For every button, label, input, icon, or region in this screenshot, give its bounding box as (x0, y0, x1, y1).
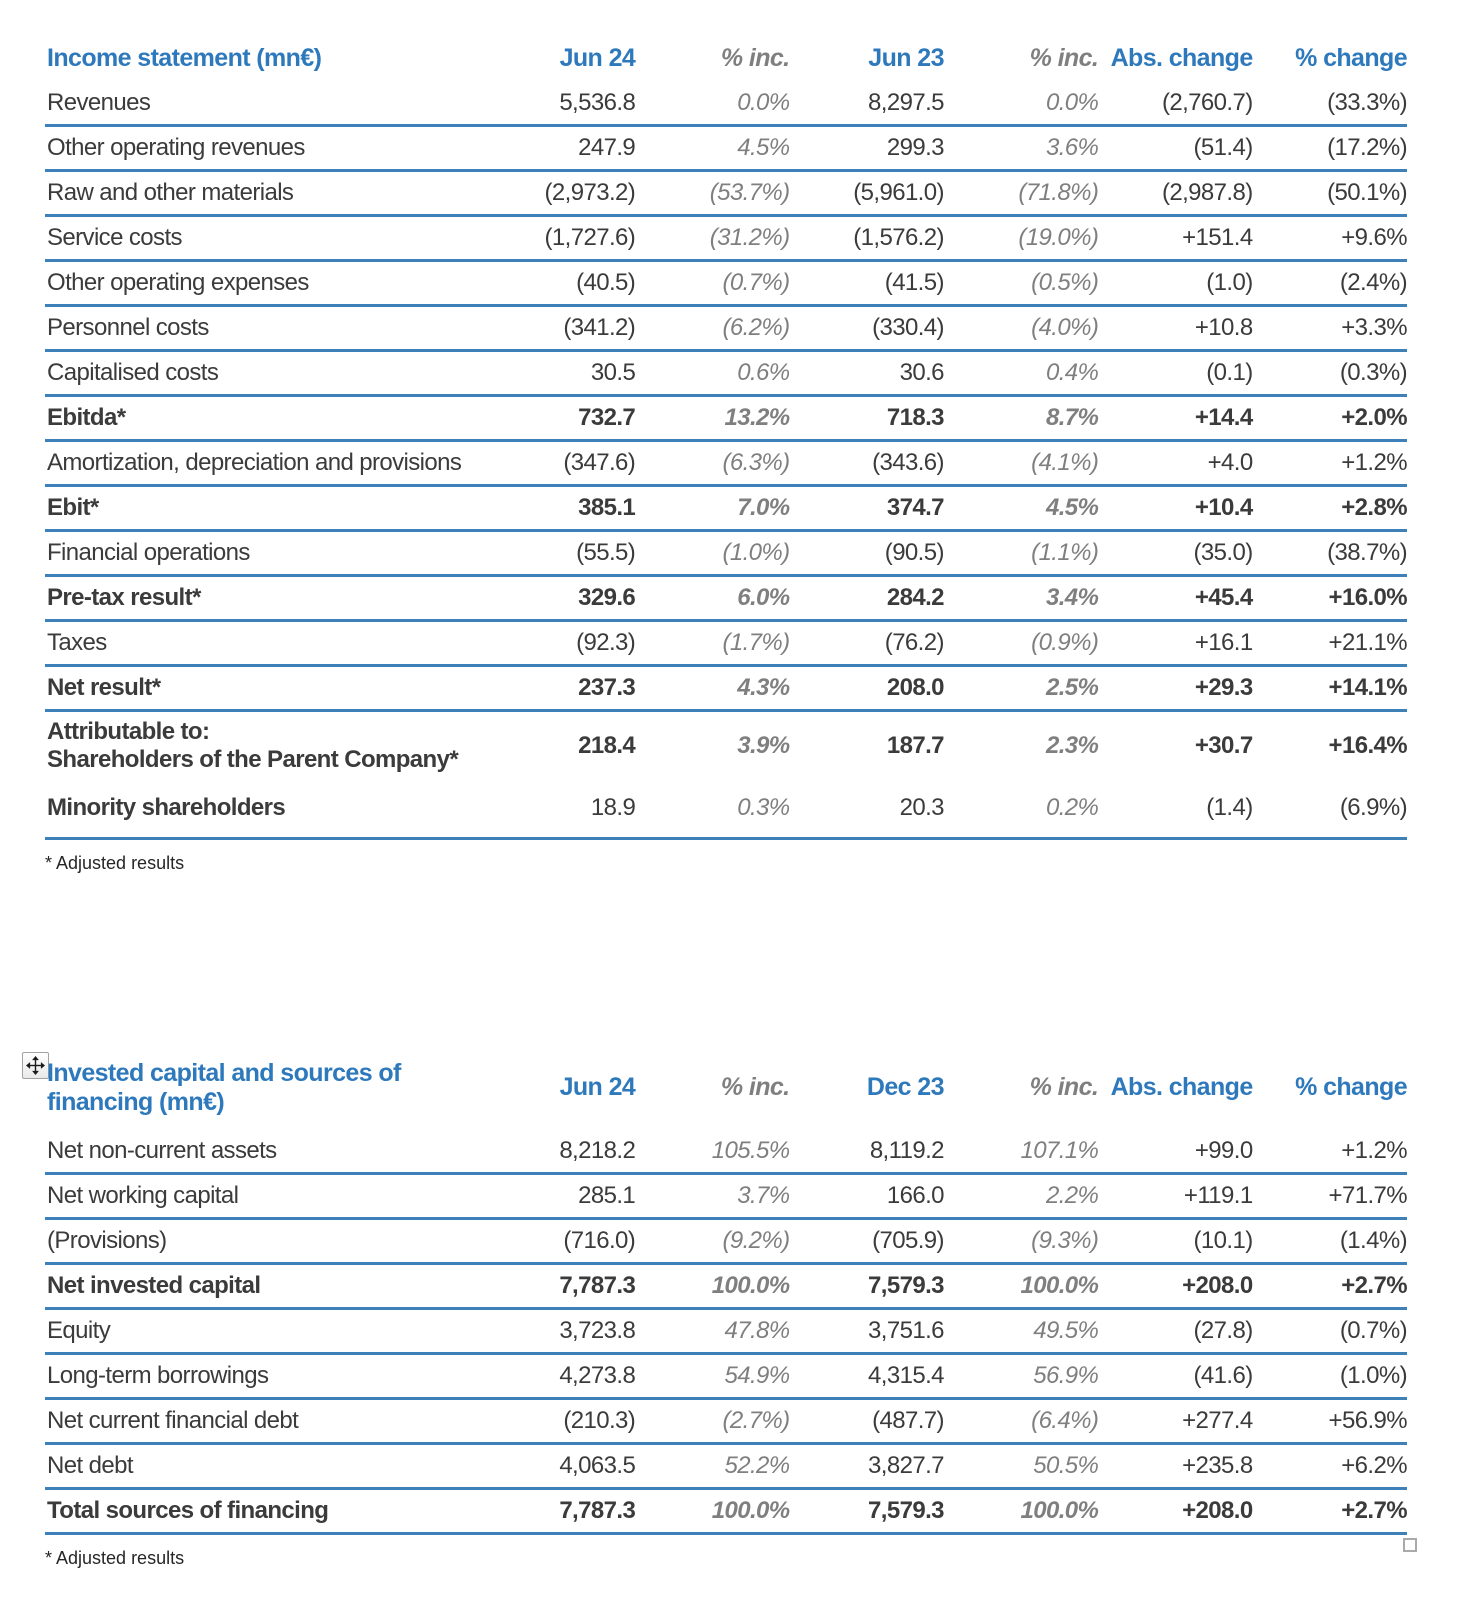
row-label-line: Raw and other materials (47, 178, 294, 206)
cell-value: +21.1% (1328, 628, 1407, 656)
row-label (45, 1182, 481, 1210)
table-row (45, 262, 1407, 307)
cell-value: 4,063.5 (559, 1451, 636, 1479)
cell-value: +16.4% (1328, 731, 1407, 759)
cell-value: (2.4%) (1339, 268, 1407, 296)
cell-value: 30.6 (899, 358, 944, 386)
cell-value: (1.0%) (1339, 1361, 1407, 1389)
row-label (45, 359, 481, 387)
cell-value: (6.2%) (722, 313, 790, 341)
cell-value: 56.9% (1033, 1361, 1099, 1389)
cell-value: (343.6) (872, 448, 944, 476)
row-label (45, 1317, 481, 1345)
cell-value: 374.7 (886, 493, 944, 521)
row-label (45, 404, 481, 432)
row-label (45, 1272, 481, 1300)
cell-value: 4.5% (1045, 493, 1099, 521)
row-label-line: Long-term borrowings (47, 1361, 269, 1389)
cell-value: 3,723.8 (559, 1316, 636, 1344)
cell-value: +277.4 (1182, 1406, 1253, 1434)
cell-value: +3.3% (1341, 313, 1407, 341)
cell-value: (1,727.6) (544, 223, 636, 251)
footnote-adjusted-results: * Adjusted results (45, 1548, 185, 1568)
cell-value: 7,579.3 (868, 1496, 944, 1524)
cell-value: 166.0 (886, 1181, 944, 1209)
cell-value: 0.0% (1045, 88, 1099, 116)
table-row (45, 1490, 1407, 1535)
cell-value: 208.0 (886, 673, 944, 701)
row-label (45, 449, 481, 477)
table-row (45, 532, 1407, 577)
cell-value: 4.3% (737, 673, 790, 701)
column-header: Jun 23 (868, 44, 944, 73)
cell-value: 50.5% (1033, 1451, 1099, 1479)
income-statement-table (45, 36, 1407, 840)
column-header: % change (1295, 44, 1407, 73)
cell-value: 7,787.3 (559, 1496, 636, 1524)
cell-value: (0.1) (1206, 358, 1253, 386)
cell-value: 718.3 (886, 403, 944, 431)
cell-value: +16.0% (1328, 583, 1407, 611)
cell-value: (1.4) (1206, 794, 1253, 822)
table-row (45, 1400, 1407, 1445)
cell-value: +208.0 (1182, 1271, 1253, 1299)
cell-value: (705.9) (872, 1226, 944, 1254)
table-header-row (45, 1046, 1407, 1130)
cell-value: (5,961.0) (853, 178, 944, 206)
cell-value: 100.0% (711, 1271, 790, 1299)
cell-value: (90.5) (884, 538, 944, 566)
row-label (45, 1497, 481, 1525)
table-row (45, 1355, 1407, 1400)
column-header: % inc. (1029, 44, 1099, 73)
cell-value: +2.7% (1341, 1496, 1407, 1524)
row-label (45, 1407, 481, 1435)
cell-value: (55.5) (576, 538, 636, 566)
cell-value: (2,760.7) (1161, 88, 1253, 116)
cell-value: +10.4 (1194, 493, 1253, 521)
income-statement-section (45, 36, 1407, 874)
table-row (45, 1310, 1407, 1355)
cell-value: 732.7 (578, 403, 636, 431)
cell-value: (19.0%) (1018, 223, 1099, 251)
cell-value: 0.2% (1045, 794, 1099, 822)
table-resize-handle[interactable] (1403, 1538, 1417, 1552)
cell-value: (2.7%) (722, 1406, 790, 1434)
row-label-line: (Provisions) (47, 1226, 167, 1254)
row-label (45, 794, 481, 822)
cell-value: 100.0% (711, 1496, 790, 1524)
cell-value: 18.9 (590, 794, 636, 822)
cell-value: 2.5% (1045, 673, 1099, 701)
cell-value: (31.2%) (709, 223, 790, 251)
cell-value: 299.3 (886, 133, 944, 161)
footnote-adjusted-results: * Adjusted results (45, 853, 185, 873)
row-label (45, 314, 481, 342)
cell-value: (1.0%) (722, 538, 790, 566)
cell-value: (92.3) (576, 628, 636, 656)
cell-value: 7,579.3 (868, 1271, 944, 1299)
row-label (45, 1452, 481, 1480)
table-row (45, 667, 1407, 712)
row-label-line: Capitalised costs (47, 358, 219, 386)
table-title (45, 1059, 481, 1118)
cell-value: (1.4%) (1339, 1226, 1407, 1254)
cell-value: +29.3 (1194, 673, 1253, 701)
cell-value: +119.1 (1183, 1181, 1253, 1209)
table-row (45, 172, 1407, 217)
row-label-line: Attributable to: (47, 717, 210, 745)
cell-value: 385.1 (578, 493, 636, 521)
row-label (45, 674, 481, 702)
row-label (45, 269, 481, 297)
row-label (45, 539, 481, 567)
cell-value: 2.2% (1045, 1181, 1099, 1209)
cell-value: 3,751.6 (868, 1316, 944, 1344)
row-label-line: Ebit* (47, 493, 99, 521)
table-row (45, 442, 1407, 487)
column-header: % change (1295, 1073, 1407, 1102)
cell-value: (1,576.2) (853, 223, 944, 251)
table-row (45, 712, 1407, 780)
cell-value: (4.0%) (1031, 313, 1099, 341)
cell-value: (6.9%) (1339, 794, 1407, 822)
row-label (45, 1137, 481, 1165)
row-label-line: Pre-tax result* (47, 583, 201, 611)
cell-value: (0.5%) (1031, 268, 1099, 296)
column-header: Abs. change (1110, 44, 1253, 73)
cell-value: +1.2% (1341, 1136, 1407, 1164)
cell-value: (51.4) (1193, 133, 1253, 161)
cell-value: +2.8% (1341, 493, 1407, 521)
cell-value: +151.4 (1182, 223, 1253, 251)
cell-value: +2.0% (1341, 403, 1407, 431)
cell-value: (10.1) (1193, 1226, 1253, 1254)
cell-value: (6.3%) (722, 448, 790, 476)
cell-value: (716.0) (563, 1226, 636, 1254)
row-label-line: Personnel costs (47, 313, 209, 341)
cell-value: +16.1 (1194, 628, 1253, 656)
cell-value: +10.8 (1194, 313, 1253, 341)
cell-value: +14.1% (1328, 673, 1407, 701)
cell-value: 105.5% (711, 1136, 790, 1164)
table-row (45, 780, 1407, 840)
cell-value: (50.1%) (1327, 178, 1407, 206)
row-label (45, 134, 481, 162)
row-label-line: Net working capital (47, 1181, 239, 1209)
cell-value: 247.9 (578, 133, 636, 161)
cell-value: (330.4) (872, 313, 944, 341)
cell-value: 329.6 (578, 583, 636, 611)
cell-value: 187.7 (886, 731, 944, 759)
cell-value: 49.5% (1033, 1316, 1099, 1344)
cell-value: +30.7 (1194, 731, 1253, 759)
cell-value: (0.7%) (1339, 1316, 1407, 1344)
cell-value: 3.7% (737, 1181, 790, 1209)
cell-value: 107.1% (1020, 1136, 1099, 1164)
cell-value: (347.6) (563, 448, 636, 476)
cell-value: (35.0) (1193, 538, 1253, 566)
column-header: % inc. (1029, 1073, 1099, 1102)
row-label (45, 179, 481, 207)
table-row (45, 397, 1407, 442)
cell-value: 8.7% (1045, 403, 1099, 431)
row-label (45, 224, 481, 252)
table-row (45, 622, 1407, 667)
cell-value: (0.7%) (722, 268, 790, 296)
cell-value: +9.6% (1341, 223, 1407, 251)
cell-value: (0.3%) (1339, 358, 1407, 386)
cell-value: (17.2%) (1327, 133, 1407, 161)
table-row (45, 487, 1407, 532)
cell-value: (487.7) (872, 1406, 944, 1434)
cell-value: 5,536.8 (559, 88, 636, 116)
row-label-line: Revenues (47, 88, 151, 116)
table-row (45, 352, 1407, 397)
cell-value: +71.7% (1328, 1181, 1407, 1209)
cell-value: (40.5) (576, 268, 636, 296)
row-label-line: Net debt (47, 1451, 133, 1479)
cell-value: 52.2% (724, 1451, 790, 1479)
cell-value: 13.2% (724, 403, 790, 431)
column-header: % inc. (720, 44, 790, 73)
cell-value: (71.8%) (1018, 178, 1099, 206)
row-label-line: Service costs (47, 223, 182, 251)
cell-value: +45.4 (1194, 583, 1253, 611)
cell-value: 8,218.2 (559, 1136, 636, 1164)
row-label-line: Shareholders of the Parent Company* (47, 746, 459, 773)
row-label-line: Ebitda* (47, 403, 126, 431)
cell-value: 4,273.8 (559, 1361, 636, 1389)
cell-value: 3,827.7 (868, 1451, 944, 1479)
row-label-line: Minority shareholders (47, 794, 286, 822)
cell-value: 100.0% (1020, 1271, 1099, 1299)
cell-value: 284.2 (886, 583, 944, 611)
cell-value: (27.8) (1193, 1316, 1253, 1344)
cell-value: 285.1 (578, 1181, 636, 1209)
move-arrows-icon (26, 1056, 45, 1075)
table-title-line: financing (mn€) (47, 1088, 225, 1116)
table-row (45, 1445, 1407, 1490)
cell-value: (6.4%) (1031, 1406, 1099, 1434)
cell-value: (53.7%) (709, 178, 790, 206)
table-title (45, 44, 481, 74)
table-row (45, 1220, 1407, 1265)
cell-value: 0.0% (737, 88, 790, 116)
cell-value: 0.4% (1045, 358, 1099, 386)
column-header: Dec 23 (866, 1073, 944, 1102)
row-label-line: Other operating expenses (47, 268, 309, 296)
table-row (45, 577, 1407, 622)
row-label-line: Amortization, depreciation and provisions (47, 448, 462, 476)
row-label (45, 1362, 481, 1390)
cell-value: (210.3) (563, 1406, 636, 1434)
column-header: Jun 24 (559, 1073, 636, 1102)
row-label-line: Other operating revenues (47, 133, 305, 161)
column-header: Jun 24 (559, 44, 636, 73)
table-row (45, 1175, 1407, 1220)
cell-value: (9.2%) (722, 1226, 790, 1254)
cell-value: 6.0% (737, 583, 790, 611)
cell-value: +208.0 (1182, 1496, 1253, 1524)
row-label (45, 718, 481, 775)
invested-capital-section (45, 1046, 1407, 1569)
table-row (45, 1265, 1407, 1310)
cell-value: +4.0 (1207, 448, 1253, 476)
cell-value: (1.7%) (722, 628, 790, 656)
row-label-line: Net current financial debt (47, 1406, 299, 1434)
cell-value: (2,987.8) (1161, 178, 1253, 206)
cell-value: (41.5) (884, 268, 944, 296)
table-title-line: Invested capital and sources of (47, 1058, 401, 1087)
cell-value: 30.5 (590, 358, 636, 386)
cell-value: 3.4% (1045, 583, 1099, 611)
cell-value: 7,787.3 (559, 1271, 636, 1299)
cell-value: +99.0 (1194, 1136, 1253, 1164)
cell-value: (4.1%) (1031, 448, 1099, 476)
cell-value: +1.2% (1341, 448, 1407, 476)
cell-value: (2,973.2) (544, 178, 636, 206)
cell-value: (38.7%) (1327, 538, 1407, 566)
cell-value: 237.3 (578, 673, 636, 701)
row-label-line: Total sources of financing (47, 1496, 329, 1524)
table-row (45, 82, 1407, 127)
cell-value: (0.9%) (1031, 628, 1099, 656)
row-label (45, 494, 481, 522)
cell-value: (1.0) (1206, 268, 1253, 296)
row-label-line: Equity (47, 1316, 111, 1344)
table-row (45, 1130, 1407, 1175)
cell-value: (9.3%) (1031, 1226, 1099, 1254)
row-label (45, 89, 481, 117)
column-header: % inc. (720, 1073, 790, 1102)
column-header: Abs. change (1110, 1073, 1253, 1102)
cell-value: 8,297.5 (868, 88, 944, 116)
cell-value: +14.4 (1194, 403, 1253, 431)
cell-value: 7.0% (737, 493, 790, 521)
cell-value: +2.7% (1341, 1271, 1407, 1299)
table-row (45, 127, 1407, 172)
row-label-line: Financial operations (47, 538, 250, 566)
cell-value: 8,119.2 (869, 1136, 944, 1164)
table-row (45, 217, 1407, 262)
cell-value: 218.4 (578, 731, 636, 759)
cell-value: 3.6% (1045, 133, 1099, 161)
cell-value: 100.0% (1020, 1496, 1099, 1524)
cell-value: 54.9% (724, 1361, 790, 1389)
cell-value: (1.1%) (1031, 538, 1099, 566)
row-label (45, 584, 481, 612)
cell-value: 20.3 (899, 794, 944, 822)
cell-value: (341.2) (563, 313, 636, 341)
cell-value: 0.3% (737, 794, 790, 822)
cell-value: 0.6% (737, 358, 790, 386)
cell-value: 4.5% (737, 133, 790, 161)
row-label-line: Taxes (47, 628, 107, 656)
invested-capital-table (45, 1046, 1407, 1535)
row-label (45, 629, 481, 657)
cell-value: (41.6) (1193, 1361, 1253, 1389)
row-label-line: Net invested capital (47, 1271, 261, 1299)
cell-value: 47.8% (724, 1316, 790, 1344)
cell-value: 4,315.4 (868, 1361, 944, 1389)
cell-value: 3.9% (737, 731, 790, 759)
row-label (45, 1227, 481, 1255)
cell-value: 2.3% (1045, 731, 1099, 759)
cell-value: +56.9% (1328, 1406, 1407, 1434)
cell-value: +235.8 (1182, 1451, 1253, 1479)
row-label-line: Net result* (47, 673, 161, 701)
row-label-line: Net non-current assets (47, 1136, 277, 1164)
table-title-line: Income statement (mn€) (47, 44, 322, 73)
table-header-row (45, 36, 1407, 82)
cell-value: +6.2% (1341, 1451, 1407, 1479)
cell-value: (76.2) (884, 628, 944, 656)
table-row (45, 307, 1407, 352)
cell-value: (33.3%) (1327, 88, 1407, 116)
